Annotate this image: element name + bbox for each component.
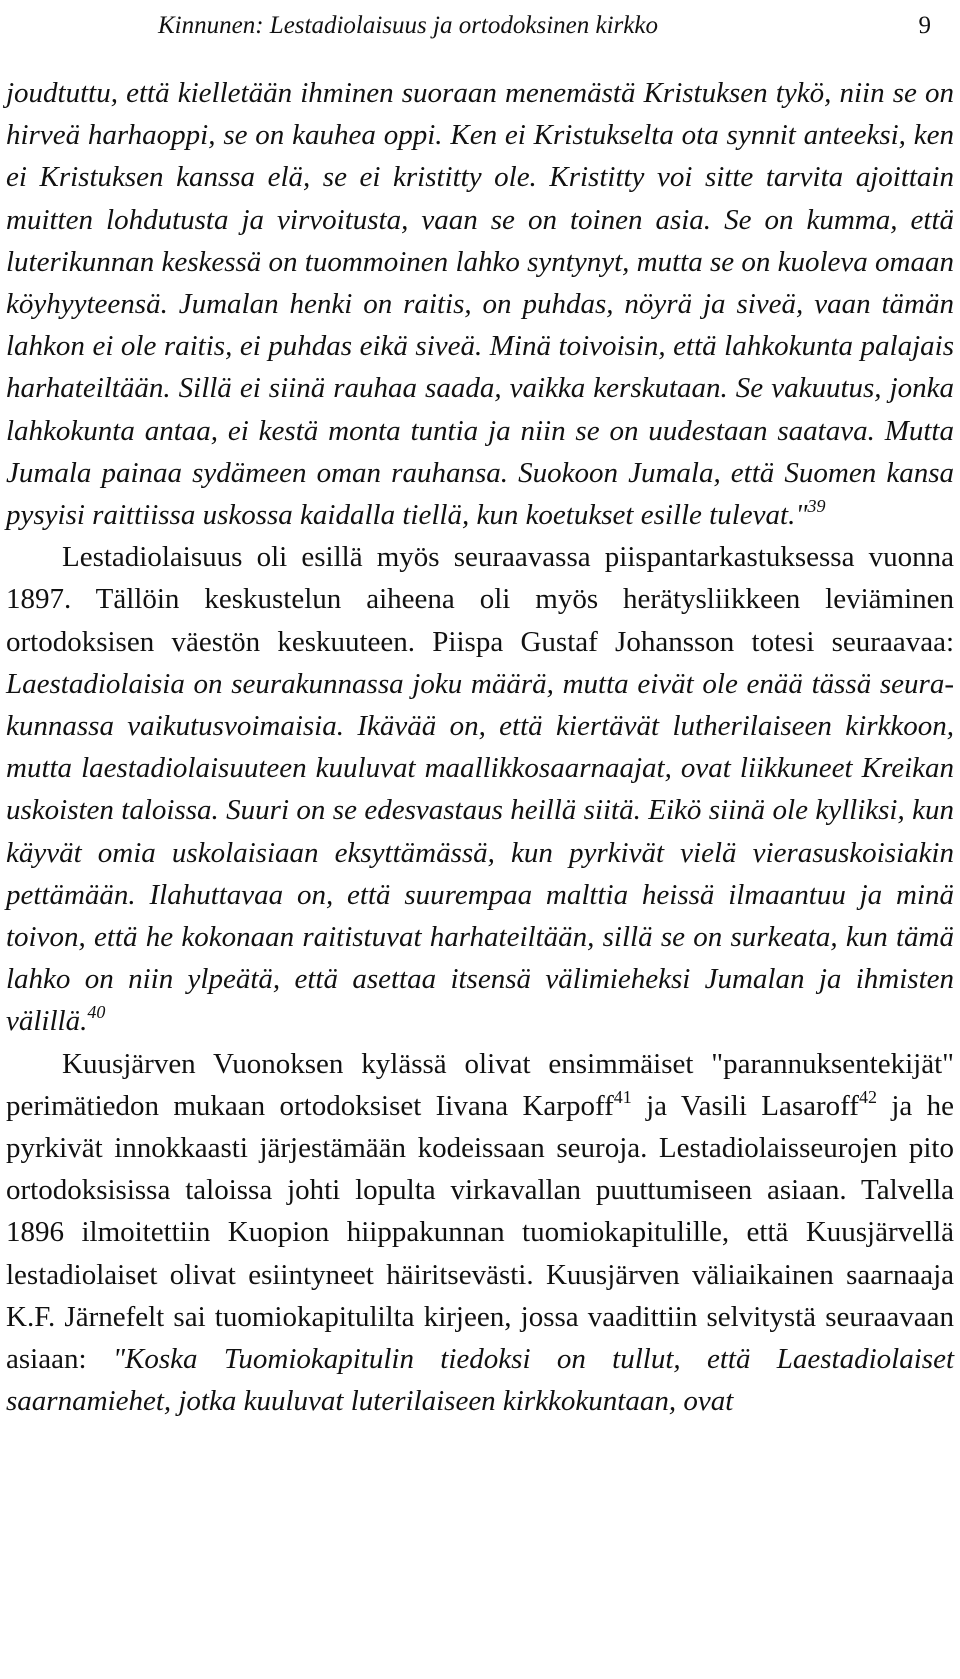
quote-paragraph [6, 72, 954, 536]
footnote-marker-41: 41 [613, 1086, 632, 1107]
paragraph-visitation-1897 [6, 536, 954, 1042]
quote-paragraph-text: joudtuttu, että kielletään ihminen suoraan menemästä Kristuksen tykö, niin se on hirveä harhaoppi, se on kauhea oppi. Ken ei Kristukselta ota synnit anteeksi, ken ei Kristuksen kanssa elä, se ei kristitty ole. Kristitty voi sitte tarvita ajoittain muitten lohdutusta ja virvoitusta, vaan se on toinen asia. Se on kumma, että luterikunnan keskessä on tuommoinen lahko syntynyt, mutta se on kuoleva omaan köyhyyteensä. Jumalan henki on raitis, on puhdas, nöyrä ja siveä, vaan tämän lahkon ei ole raitis, ei puhdas eikä siveä. Minä toivoisin, että lahkokunta palajais harhateiltään. Sillä ei siinä rauhaa saada, vaikka kerskutaan. Se vakuutus, jonka lahkokunta antaa, ei kestä monta tuntia ja niin se on uudestaan saatava. Mutta Jumala painaa sydämeen oman rauhansa. Suokoon Jumala, että Suomen kansa pysyisi raittiissa uskossa kaidalla tiellä, kun koetukset esille tulevat." [6, 77, 954, 532]
page-number: 9 [918, 12, 931, 39]
paragraph-kuusjarvi-quote: "Koska Tuomiokapitulin tiedoksi on tullut, että Laestadiolaiset saarnamiehet, jotka kuuluvat luterilaiseen kirkkokuntaan, ovat [6, 1343, 954, 1418]
paragraph-kuusjarvi-part2: ja Vasili Lasaroff [631, 1089, 859, 1122]
paragraph-visitation-lead: Lestadiolaisuus oli esillä myös seuraavassa piispantarkastuksessa vuonna 1897. Tällöin keskustelun aiheena oli myös herätysliikkeen leviäminen ortodoksisen väestön keskuuteen. Piispa Gustaf Johansson totesi seuraavaa: [6, 541, 954, 658]
paragraph-kuusjarvi-part1: Kuusjärven Vuonoksen kylässä olivat ensimmäiset "parannuksentekijät" perimätiedon mukaan ortodoksiset Iivana Karpoff [6, 1047, 954, 1122]
paragraph-kuusjarvi [6, 1043, 954, 1423]
footnote-marker-39: 39 [807, 496, 826, 517]
running-header-title: Kinnunen: Lestadiolaisuus ja ortodoksinen kirkko [158, 12, 658, 39]
body-text [6, 72, 954, 1423]
paragraph-visitation-quote: Laestadiolaisia on seurakunnassa joku määrä, mutta eivät ole enää tässä seurakunnassa vaikutusvoimaisia. Ikävää on, että kiertävät lutherilaiseen kirkkoon, mutta laestadiolaisuuteen kuuluvat maallikkosaarnaajat, ovat liikkuneet Kreikan uskoisten taloissa. Suuri on se edesvastaus heillä siitä. Eikö siinä ole kylliksi, kun käyvät omia uskolaisiaan eksyttämässä, kun pyrkivät vielä vierasuskoisiakin pettämään. Ilahuttavaa on, että suurempaa malttia heissä ilmaantuu ja minä toivon, että he kokonaan raitistuvat harhateiltään, sillä se on surkeata, kun tämä lahko on niin ylpeätä, että asettaa itsensä välimieheksi Jumalan ja ihmisten välillä. [6, 667, 954, 1038]
footnote-marker-42: 42 [858, 1086, 877, 1107]
footnote-marker-40: 40 [87, 1002, 106, 1023]
paragraph-kuusjarvi-part3: ja he pyrkivät innokkaasti järjestämään kodeissaan seuroja. Lestadiolaisseurojen pito ortodoksisissa taloissa johti lopulta virkavallan puuttumiseen asiaan. Talvella 1896 ilmoitettiin Kuopion hiippakunnan tuomiokapitulille, että Kuusjärvellä lestadiolaiset olivat esiintyneet häiritsevästi. Kuusjärven väliaikainen saarnaaja K.F. Järnefelt sai tuomiokapitulilta kirjeen, jossa vaadittiin selvitystä seuraavaan asiaan: [6, 1089, 954, 1376]
running-header [158, 6, 931, 46]
